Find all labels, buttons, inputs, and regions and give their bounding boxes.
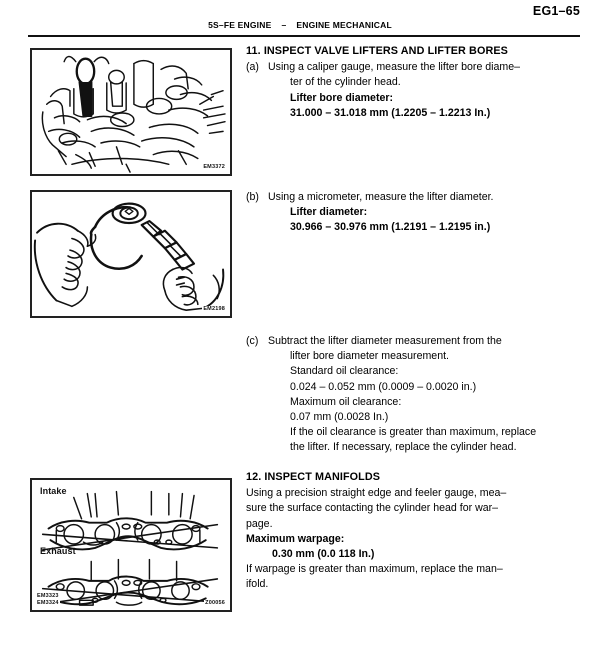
step-c-max-label: Maximum oil clearance: [290,395,402,408]
section-12-line1: Using a precision straight edge and feeler gauge, mea– [246,487,507,500]
figure-caliper-gauge [30,48,232,176]
step-a-spec-label: Lifter bore diameter: [290,91,394,104]
section-12-line2: sure the surface contacting the cylinder head for war– [246,502,499,515]
step-a-line2: ter of the cylinder head. [290,76,401,89]
figure-label-intake: Intake [40,486,67,496]
figure-code-manifolds-right: Z00056 [205,600,225,607]
step-b [246,190,576,236]
step-c [246,334,576,456]
step-a-line1: Using a caliper gauge, measure the lifter bore diame– [268,61,521,74]
figure-micrometer [30,190,232,318]
header-section: ENGINE MECHANICAL [296,20,392,30]
step-b-tag: (b) [246,191,259,203]
section-12-spec-label: Maximum warpage: [246,532,345,545]
step-a-spec-value: 31.000 – 31.018 mm (1.2205 – 1.2213 In.) [290,106,491,119]
header-divider [28,35,580,37]
figure-code-manifolds-1: EM3323 [37,593,59,600]
section-11-heading: 11. INSPECT VALVE LIFTERS AND LIFTER BORES [246,45,508,57]
figure-manifolds [30,478,232,612]
step-c-line2: lifter bore diameter measurement. [290,350,449,363]
caliper-gauge-illustration [32,50,230,174]
figure-code-manifolds [36,593,60,607]
micrometer-illustration [32,192,230,316]
section-12-heading: 12. INSPECT MANIFOLDS [246,471,381,483]
section-12-line3: page. [246,517,273,530]
header-engine: 5S–FE ENGINE [208,20,272,30]
step-a-tag: (a) [246,61,259,74]
step-b-spec-label: Lifter diameter: [290,206,368,219]
header-separator: – [281,20,287,30]
step-c-std-value: 0.024 – 0.052 mm (0.0009 – 0.0020 in.) [290,380,477,393]
figure-label-exhaust: Exhaust [40,546,76,556]
figure-code-micrometer: EM2198 [203,306,225,313]
section-11 [246,44,576,121]
step-c-note2: the lifter. If necessary, replace the cylinder head. [290,441,517,454]
page-number: EG1–65 [532,4,580,18]
step-c-line1: Subtract the lifter diameter measurement from the [268,335,502,347]
manifold-warpage-illustration [32,480,230,610]
step-b-line1: Using a micrometer, measure the lifter diameter. [268,191,494,203]
section-12-note2: ifold. [246,578,269,591]
page-header [0,20,600,30]
figure-code-caliper: EM3372 [203,164,225,171]
step-a [246,60,576,121]
step-c-note1: If the oil clearance is greater than maximum, replace [290,426,537,439]
step-c-std-label: Standard oil clearance: [290,365,399,378]
step-b-spec-value: 30.966 – 30.976 mm (1.2191 – 1.2195 in.) [290,221,491,234]
step-c-tag: (c) [246,335,259,347]
section-12-spec-value: 0.30 mm (0.0 118 In.) [272,548,375,561]
section-12-note1: If warpage is greater than maximum, replace the man– [246,563,503,576]
step-c-max-value: 0.07 mm (0.0028 In.) [290,411,389,424]
section-12 [246,470,576,593]
figure-code-manifolds-2: EM3324 [37,600,59,607]
